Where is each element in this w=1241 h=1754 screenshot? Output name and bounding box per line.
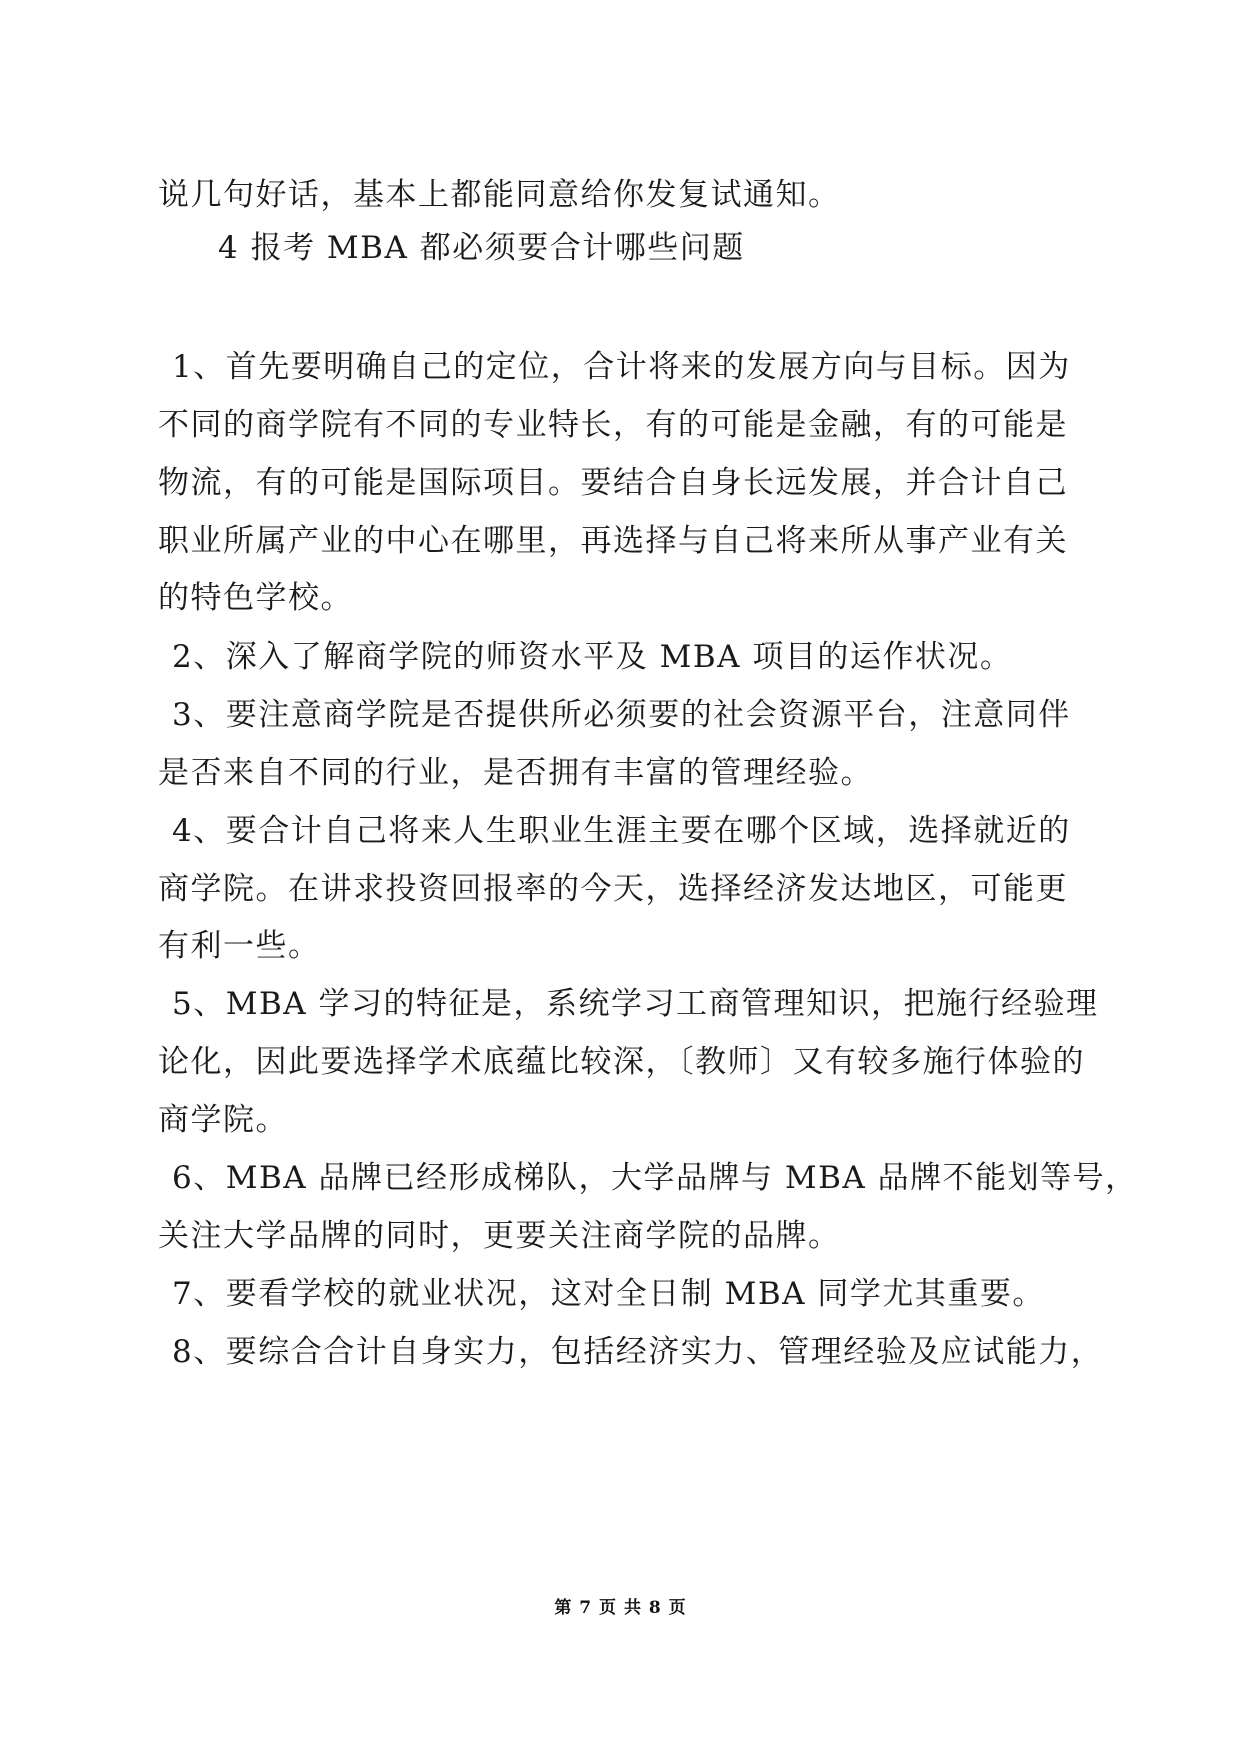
paragraph-line: 4、要合计自己将来人生职业生涯主要在哪个区域，选择就近的 (172, 813, 1071, 849)
page-number-footer: 第 7 页 共 8 页 (554, 1598, 687, 1618)
paragraph-line: 1、首先要明确自己的定位，合计将来的发展方向与目标。因为 (172, 349, 1071, 385)
paragraph-line: 职业所属产业的中心在哪里，再选择与自己将来所从事产业有关 (158, 523, 1068, 559)
paragraph-line: 物流，有的可能是国际项目。要结合自身长远发展，并合计自己 (158, 465, 1068, 501)
paragraph-line: 论化，因此要选择学术底蕴比较深，〔教师〕又有较多施行体验的 (158, 1044, 1085, 1080)
paragraph-line: 商学院。 (158, 1102, 288, 1138)
section-heading: 4 报考 MBA 都必须要合计哪些问题 (218, 230, 745, 266)
paragraph-line: 有利一些。 (158, 928, 321, 964)
paragraph-line: 2、深入了解商学院的师资水平及 MBA 项目的运作状况。 (172, 639, 1013, 675)
paragraph-line: 6、MBA 品牌已经形成梯队，大学品牌与 MBA 品牌不能划等号， (172, 1160, 1138, 1196)
paragraph-line: 8、要综合合计自身实力，包括经济实力、管理经验及应试能力， (172, 1334, 1104, 1370)
paragraph-line: 5、MBA 学习的特征是，系统学习工商管理知识，把施行经验理 (172, 986, 1099, 1022)
paragraph-line: 关注大学品牌的同时，更要关注商学院的品牌。 (158, 1218, 841, 1254)
paragraph-line: 是否来自不同的行业，是否拥有丰富的管理经验。 (158, 755, 873, 791)
paragraph-line: 不同的商学院有不同的专业特长，有的可能是金融，有的可能是 (158, 407, 1068, 443)
paragraph-line: 说几句好话，基本上都能同意给你发复试通知。 (158, 177, 841, 213)
paragraph-line: 7、要看学校的就业状况，这对全日制 MBA 同学尤其重要。 (172, 1276, 1045, 1312)
paragraph-line: 商学院。在讲求投资回报率的今天，选择经济发达地区，可能更 (158, 871, 1068, 907)
paragraph-line: 3、要注意商学院是否提供所必须要的社会资源平台，注意同伴 (172, 697, 1071, 733)
paragraph-line: 的特色学校。 (158, 580, 353, 616)
